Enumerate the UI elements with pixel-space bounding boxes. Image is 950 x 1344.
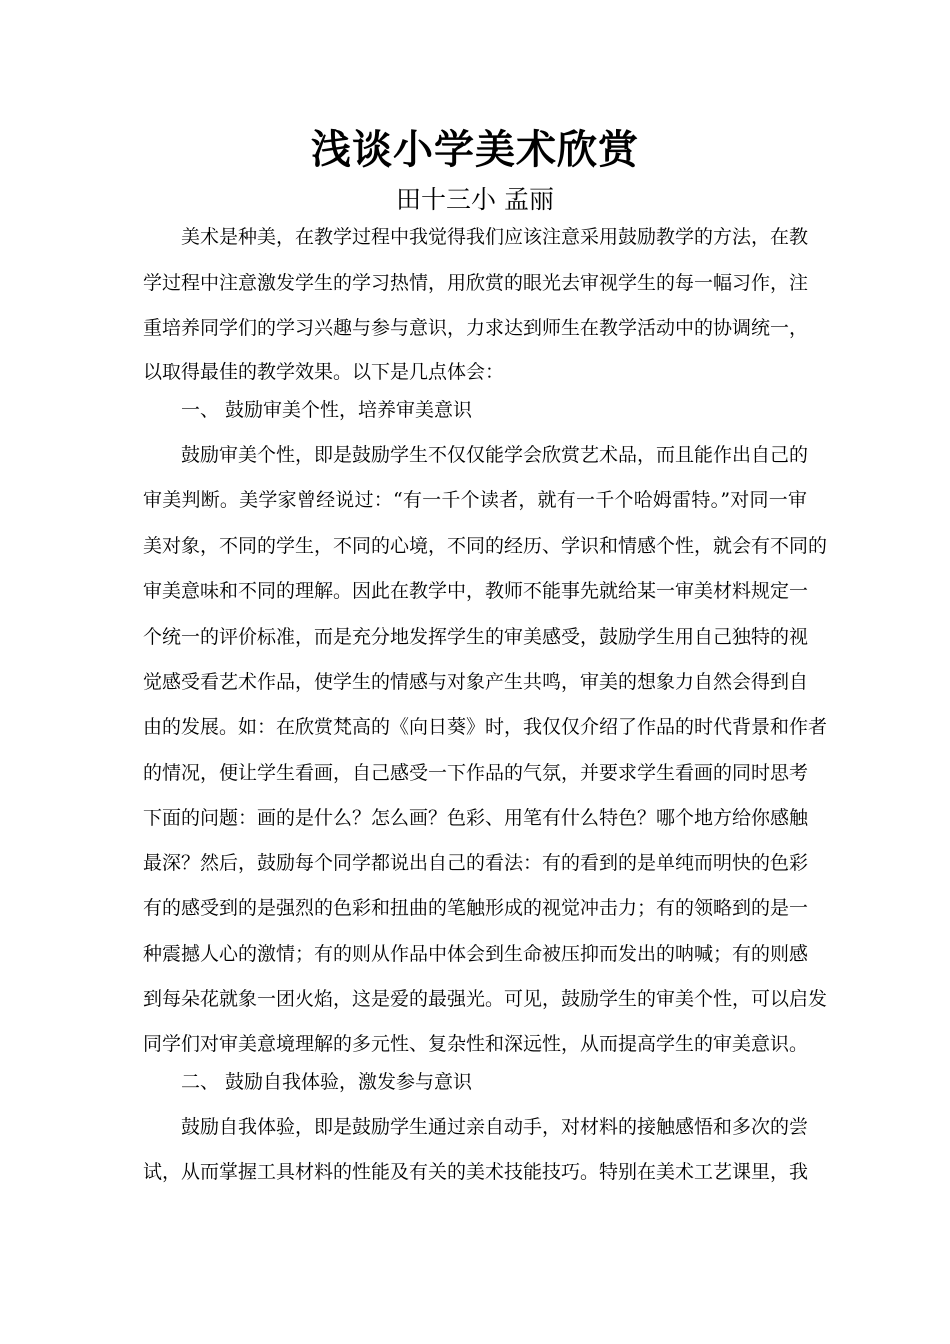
paragraph-line: 同学们对审美意境理解的多元性、复杂性和深远性，从而提高学生的审美意识。 — [143, 1033, 809, 1055]
paragraph-line: 审美判断。美学家曾经说过：“有一千个读者，就有一千个哈姆雷特。”对同一审 — [143, 489, 807, 511]
paragraph-line: 鼓励自我体验，即是鼓励学生通过亲自动手，对材料的接触感悟和多次的尝 — [181, 1116, 809, 1138]
paragraph-line: 有的感受到的是强烈的色彩和扭曲的笔触形成的视觉冲击力；有的领略到的是一 — [143, 897, 809, 919]
paragraph-line: 种震撼人心的激情；有的则从作品中体会到生命被压抑而发出的呐喊；有的则感 — [143, 943, 809, 965]
section-heading: 二、 鼓励自我体验，激发参与意识 — [181, 1071, 473, 1093]
paragraph-line: 重培养同学们的学习兴趣与参与意识，力求达到师生在教学活动中的协调统一， — [143, 317, 809, 339]
section-heading: 一、 鼓励审美个性，培养审美意识 — [181, 399, 473, 421]
paragraph-line: 试，从而掌握工具材料的性能及有关的美术技能技巧。特别在美术工艺课里，我 — [143, 1161, 809, 1183]
paragraph-line: 由的发展。如：在欣赏梵高的《向日葵》时，我仅仅介绍了作品的时代背景和作者 — [143, 716, 828, 738]
paragraph-line: 下面的问题：画的是什么？怎么画？色彩、用笔有什么特色？哪个地方给你感触 — [143, 807, 809, 829]
paragraph-line: 的情况，便让学生看画，自己感受一下作品的气氛，并要求学生看画的同时思考 — [143, 762, 809, 784]
paragraph-line: 个统一的评价标准，而是充分地发挥学生的审美感受，鼓励学生用自己独特的视 — [143, 626, 809, 648]
paragraph-line: 学过程中注意激发学生的学习热情，用欣赏的眼光去审视学生的每一幅习作，注 — [143, 272, 809, 294]
paragraph-line: 觉感受看艺术作品，使学生的情感与对象产生共鸣，审美的想象力自然会得到自 — [143, 671, 809, 693]
paragraph-line: 以取得最佳的教学效果。以下是几点体会： — [143, 361, 505, 383]
paragraph-line: 美对象，不同的学生，不同的心境，不同的经历、学识和情感个性，就会有不同的 — [143, 535, 828, 557]
page-title: 浅谈小学美术欣赏 — [311, 126, 639, 173]
paragraph-line: 审美意味和不同的理解。因此在教学中，教师不能事先就给某一审美材料规定一 — [143, 580, 809, 602]
paragraph-line: 美术是种美，在教学过程中我觉得我们应该注意采用鼓励教学的方法，在教 — [181, 226, 809, 248]
paragraph-line: 到每朵花就象一团火焰，这是爱的最强光。可见，鼓励学生的审美个性，可以启发 — [143, 988, 828, 1010]
author-line: 田十三小 孟丽 — [396, 185, 554, 214]
paragraph-line: 最深？然后，鼓励每个同学都说出自己的看法：有的看到的是单纯而明快的色彩 — [143, 852, 809, 874]
paragraph-line: 鼓励审美个性，即是鼓励学生不仅仅能学会欣赏艺术品，而且能作出自己的 — [181, 444, 809, 466]
